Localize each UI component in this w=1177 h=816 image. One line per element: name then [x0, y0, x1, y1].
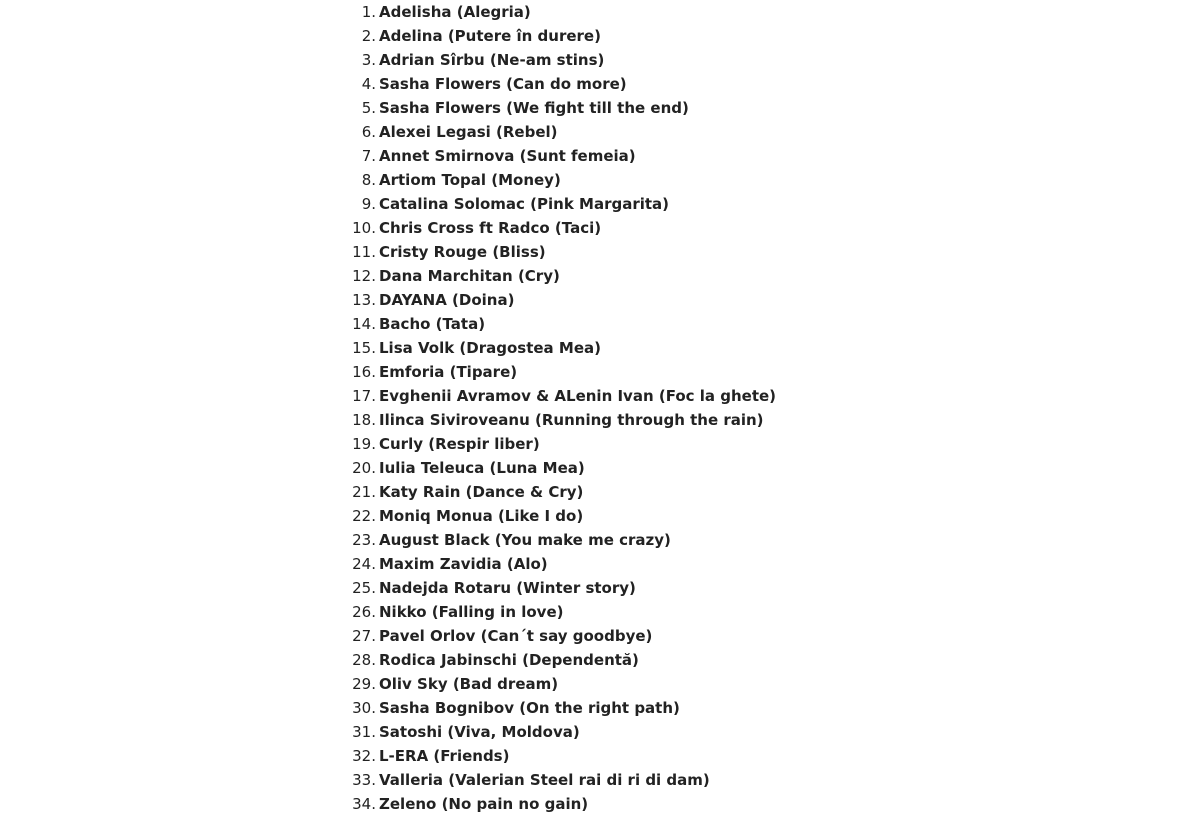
list-item	[340, 48, 1040, 72]
list-item-text: Maxim Zavidia (Alo)	[379, 555, 548, 573]
list-item-text: Nadejda Rotaru (Winter story)	[379, 579, 636, 597]
list-item-number: 24.	[352, 555, 376, 573]
list-item	[340, 648, 1040, 672]
list-item	[340, 384, 1040, 408]
list-item-text: Valleria (Valerian Steel rai di ri di dam)	[379, 771, 710, 789]
list-item	[340, 240, 1040, 264]
list-item-number: 28.	[352, 651, 376, 669]
list-item	[340, 264, 1040, 288]
list-item	[340, 456, 1040, 480]
list-item-number: 1.	[361, 3, 376, 21]
list-item-text: Katy Rain (Dance & Cry)	[379, 483, 584, 501]
list-item-text: Rodica Jabinschi (Dependentă)	[379, 651, 639, 669]
list-item	[340, 24, 1040, 48]
list-item-number: 2.	[361, 27, 376, 45]
list-item-text: Evghenii Avramov & ALenin Ivan (Foc la ghete)	[379, 387, 777, 405]
list-item	[340, 696, 1040, 720]
list-item	[340, 480, 1040, 504]
list-item-text: Artiom Topal (Money)	[379, 171, 561, 189]
list-item-number: 16.	[352, 363, 376, 381]
list-item	[340, 528, 1040, 552]
list-item-number: 18.	[352, 411, 376, 429]
list-item-number: 7.	[361, 147, 376, 165]
list-item-text: Dana Marchitan (Cry)	[379, 267, 560, 285]
list-item-number: 10.	[352, 219, 376, 237]
list-item	[340, 312, 1040, 336]
list-item-number: 9.	[361, 195, 376, 213]
list-item-number: 27.	[352, 627, 376, 645]
list-item	[340, 0, 1040, 24]
list-item-text: Oliv Sky (Bad dream)	[379, 675, 559, 693]
list-item-number: 29.	[352, 675, 376, 693]
list-item-text: Bacho (Tata)	[379, 315, 486, 333]
list-item-number: 12.	[352, 267, 376, 285]
list-item-number: 6.	[361, 123, 376, 141]
list-item-text: Annet Smirnova (Sunt femeia)	[379, 147, 636, 165]
list-item-text: Iulia Teleuca (Luna Mea)	[379, 459, 585, 477]
list-item-text: Sasha Bognibov (On the right path)	[379, 699, 680, 717]
list-item-number: 13.	[352, 291, 376, 309]
list-item-number: 14.	[352, 315, 376, 333]
list-item-text: Zeleno (No pain no gain)	[379, 795, 589, 813]
list-item-number: 17.	[352, 387, 376, 405]
list-item-text: Lisa Volk (Dragostea Mea)	[379, 339, 601, 357]
list-item	[340, 144, 1040, 168]
list-item	[340, 720, 1040, 744]
list-item	[340, 336, 1040, 360]
list-item	[340, 576, 1040, 600]
list-item-number: 11.	[352, 243, 376, 261]
list-item-number: 19.	[352, 435, 376, 453]
list-item-text: Adelisha (Alegria)	[379, 3, 531, 21]
list-item-text: Alexei Legasi (Rebel)	[379, 123, 558, 141]
list-item	[340, 168, 1040, 192]
entries-list	[340, 0, 1040, 816]
list-item	[340, 768, 1040, 792]
list-item-number: 31.	[352, 723, 376, 741]
list-item-text: Chris Cross ft Radco (Taci)	[379, 219, 602, 237]
list-item-text: Sasha Flowers (We fight till the end)	[379, 99, 689, 117]
list-item-number: 34.	[352, 795, 376, 813]
list-item	[340, 192, 1040, 216]
list-item	[340, 72, 1040, 96]
list-item-number: 26.	[352, 603, 376, 621]
list-item-text: August Black (You make me crazy)	[379, 531, 671, 549]
list-item	[340, 624, 1040, 648]
list-item-text: Adelina (Putere în durere)	[379, 27, 601, 45]
list-item-number: 22.	[352, 507, 376, 525]
list-item-text: Moniq Monua (Like I do)	[379, 507, 584, 525]
list-item-number: 32.	[352, 747, 376, 765]
list-item-text: Satoshi (Viva, Moldova)	[379, 723, 580, 741]
list-item-number: 33.	[352, 771, 376, 789]
list-item-text: Nikko (Falling in love)	[379, 603, 564, 621]
list-item-text: Adrian Sîrbu (Ne-am stins)	[379, 51, 605, 69]
list-item	[340, 744, 1040, 768]
list-item	[340, 360, 1040, 384]
list-item-number: 8.	[361, 171, 376, 189]
list-item-number: 15.	[352, 339, 376, 357]
list-item-text: DAYANA (Doina)	[379, 291, 515, 309]
list-item	[340, 408, 1040, 432]
list-item-number: 21.	[352, 483, 376, 501]
list-item	[340, 504, 1040, 528]
list-item	[340, 672, 1040, 696]
list-item-text: Sasha Flowers (Can do more)	[379, 75, 627, 93]
list-item-number: 3.	[361, 51, 376, 69]
list-item-number: 23.	[352, 531, 376, 549]
list-item-number: 25.	[352, 579, 376, 597]
list-item-number: 4.	[361, 75, 376, 93]
list-item	[340, 120, 1040, 144]
list-item-number: 5.	[361, 99, 376, 117]
list-item-number: 30.	[352, 699, 376, 717]
list-item-text: Emforia (Tipare)	[379, 363, 518, 381]
list-item	[340, 216, 1040, 240]
list-item-text: L-ERA (Friends)	[379, 747, 510, 765]
list-item-text: Catalina Solomac (Pink Margarita)	[379, 195, 670, 213]
list-item	[340, 96, 1040, 120]
list-item	[340, 792, 1040, 816]
list-item	[340, 552, 1040, 576]
list-item-text: Ilinca Siviroveanu (Running through the rain)	[379, 411, 764, 429]
list-item	[340, 432, 1040, 456]
list-item-text: Cristy Rouge (Bliss)	[379, 243, 546, 261]
list-item-text: Curly (Respir liber)	[379, 435, 540, 453]
list-item-text: Pavel Orlov (Can´t say goodbye)	[379, 627, 653, 645]
list-item-number: 20.	[352, 459, 376, 477]
list-item	[340, 288, 1040, 312]
list-item	[340, 600, 1040, 624]
